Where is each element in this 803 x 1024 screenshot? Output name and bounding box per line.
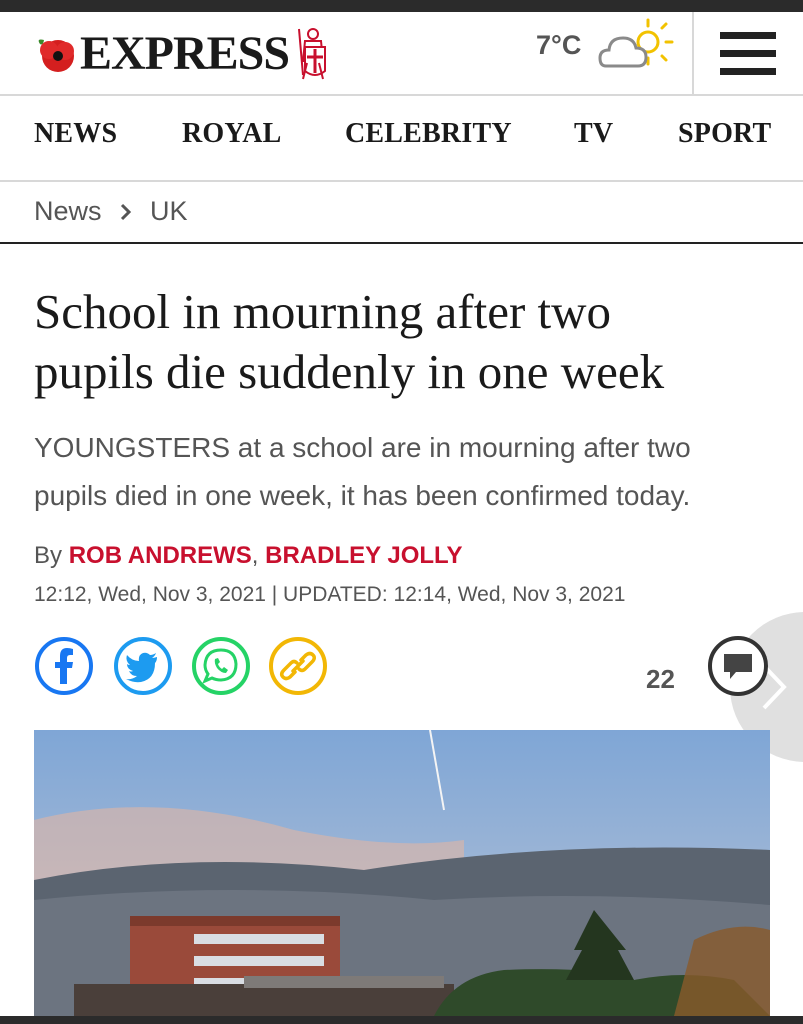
poppy-icon <box>34 34 78 74</box>
comment-icon[interactable] <box>706 634 770 698</box>
headline-line-1: School in mourning after two <box>34 284 612 339</box>
breadcrumb <box>0 182 803 244</box>
article-standfirst <box>34 424 774 520</box>
crusader-icon <box>295 27 335 81</box>
chevron-right-icon <box>118 202 134 222</box>
nav-item-celebrity[interactable]: CELEBRITY <box>345 118 512 149</box>
facebook-icon[interactable] <box>34 636 94 696</box>
nav-item-tv[interactable]: TV <box>574 118 614 149</box>
nav-item-royal[interactable]: ROYAL <box>182 118 282 149</box>
twitter-icon[interactable] <box>113 636 173 696</box>
author-link-bradley-jolly[interactable]: BRADLEY JOLLY <box>265 542 463 569</box>
byline-prefix: By <box>34 542 63 569</box>
nav-item-sport[interactable]: SPORT <box>678 118 772 149</box>
article-headline <box>34 282 774 402</box>
hamburger-menu-icon[interactable] <box>720 26 776 82</box>
headline-line-2: pupils die suddenly in one week <box>34 344 665 399</box>
breadcrumb-uk[interactable]: UK <box>150 196 188 226</box>
status-bar <box>0 0 803 12</box>
nav-item-news[interactable]: NEWS <box>34 118 118 149</box>
author-link-rob-andrews[interactable]: ROB ANDREWS <box>68 542 252 569</box>
standfirst-line-1: YOUNGSTERS at a school are in mourning after two <box>34 432 691 463</box>
main-nav <box>0 96 803 182</box>
byline <box>34 542 463 570</box>
temperature-readout: 7°C <box>536 30 582 60</box>
header-divider <box>692 12 694 94</box>
bottom-bar <box>0 1016 803 1024</box>
site-header <box>0 12 803 96</box>
logo-text: EXPRESS <box>80 27 290 80</box>
comment-count[interactable]: 22 <box>646 664 675 694</box>
link-icon[interactable] <box>268 636 328 696</box>
standfirst-line-2: pupils died in one week, it has been confirmed today. <box>34 480 691 511</box>
partly-cloudy-icon <box>596 14 676 84</box>
breadcrumb-news[interactable]: News <box>34 196 102 226</box>
whatsapp-icon[interactable] <box>191 636 251 696</box>
article-dateline: 12:12, Wed, Nov 3, 2021 | UPDATED: 12:14, Wed, Nov 3, 2021 <box>34 583 626 606</box>
express-logo[interactable] <box>34 26 335 82</box>
byline-separator: , <box>251 542 259 569</box>
article-hero-image[interactable] <box>34 730 770 1016</box>
